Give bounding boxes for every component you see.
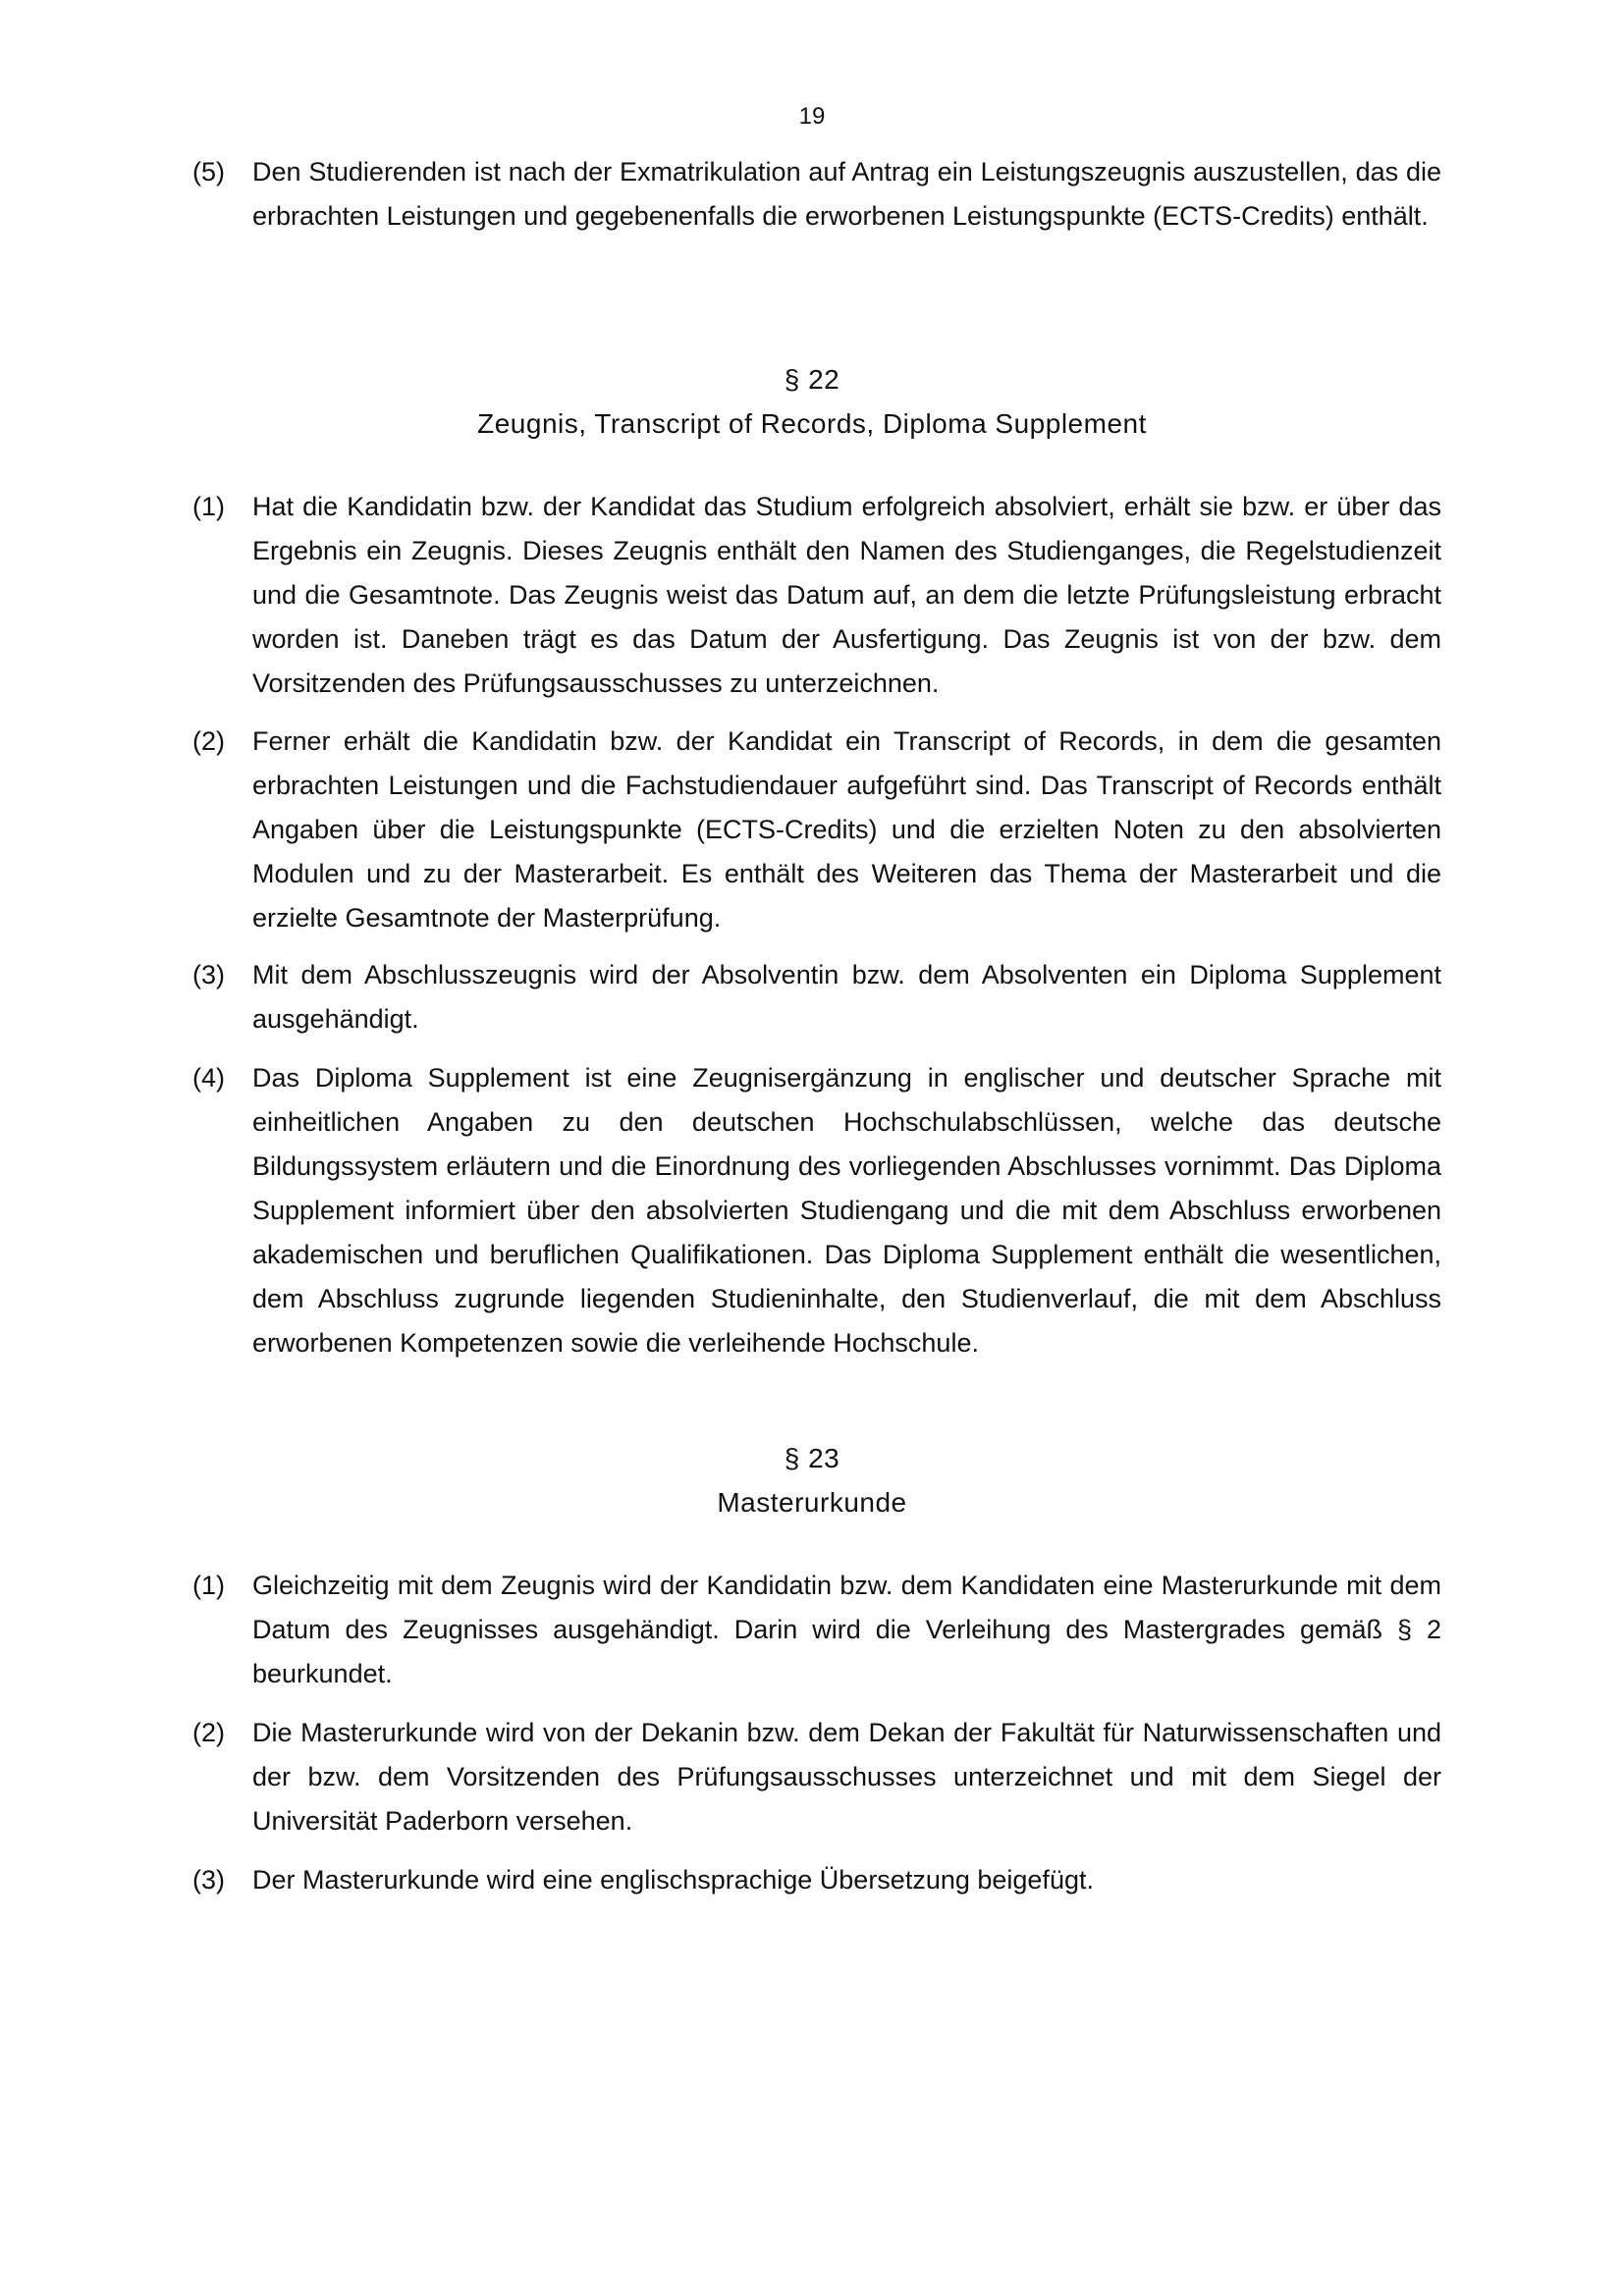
- section-22-paragraph-4: [192, 1056, 1441, 1365]
- paragraph-text: Gleichzeitig mit dem Zeugnis wird der Kandidatin bzw. dem Kandidaten eine Masterurkunde mit dem Datum des Zeugnisses ausgehändigt. Darin wird die Verleihung des Mastergrades gemäß § 2 beurkundet.: [252, 1571, 1441, 1688]
- paragraph-number: (5): [192, 157, 225, 187]
- paragraph-number: (3): [192, 960, 225, 989]
- paragraph-number: (4): [192, 1063, 225, 1093]
- section-23-symbol: § 23: [784, 1443, 840, 1473]
- page-number: 19: [798, 103, 826, 130]
- paragraph-number: (3): [192, 1865, 225, 1895]
- paragraph-text: Der Masterurkunde wird eine englischsprachige Übersetzung beigefügt.: [252, 1865, 1094, 1895]
- paragraph-text: Den Studierenden ist nach der Exmatrikulation auf Antrag ein Leistungszeugnis auszustellen, das die erbrachten Leistungen und gegebenenfalls die erworbenen Leistungspunkte (ECTS-Credits) enthält.: [252, 157, 1441, 231]
- section-22-paragraph-3: [192, 953, 1441, 1041]
- paragraph-text: Ferner erhält die Kandidatin bzw. der Kandidat ein Transcript of Records, in dem die gesamten erbrachten Leistungen und die Fachstudiendauer aufgeführt sind. Das Transcript of Records enthält Angaben über die Leistungspunkte (ECTS-Credits) und die erzielten Noten zu den absolvierten Modulen und zu der Masterarbeit. Es enthält des Weiteren das Thema der Masterarbeit und die erzielte Gesamtnote der Masterprüfung.: [252, 726, 1441, 933]
- section-22-paragraph-2: [192, 720, 1441, 940]
- paragraph-number: (2): [192, 726, 225, 756]
- paragraph-number: (2): [192, 1718, 225, 1747]
- section-23-paragraph-3: [192, 1858, 1441, 1902]
- section-22-title: Zeugnis, Transcript of Records, Diploma Supplement: [477, 408, 1147, 439]
- paragraph-text: Das Diploma Supplement ist eine Zeugnisergänzung in englischer und deutscher Sprache mit einheitlichen Angaben zu den deutschen Hochschulabschlüssen, welche das deutsche Bildungssystem erläutern und die Einordnung des vorliegenden Abschlusses vornimmt. Das Diploma Supplement informiert über den absolvierten Studiengang und die mit dem Abschluss erworbenen akademischen und beruflichen Qualifikationen. Das Diploma Supplement enthält die wesentlichen, dem Abschluss zugrunde liegenden Studieninhalte, den Studienverlauf, die mit dem Abschluss erworbenen Kompetenzen sowie die verleihende Hochschule.: [252, 1063, 1441, 1358]
- paragraph-text: Mit dem Abschlusszeugnis wird der Absolventin bzw. dem Absolventen ein Diploma Supplement ausgehändigt.: [252, 960, 1441, 1034]
- section-23-paragraph-1: [192, 1564, 1441, 1696]
- paragraph-number: (1): [192, 492, 225, 521]
- section-23-title: Masterurkunde: [717, 1487, 907, 1518]
- section-22-symbol: § 22: [784, 364, 840, 395]
- paragraph-text: Hat die Kandidatin bzw. der Kandidat das Studium erfolgreich absolviert, erhält sie bzw. er über das Ergebnis ein Zeugnis. Dieses Zeugnis enthält den Namen des Studienganges, die Regelstudienzeit und die Gesamtnote. Das Zeugnis weist das Datum auf, an dem die letzte Prüfungsleistung erbracht worden ist. Daneben trägt es das Datum der Ausfertigung. Das Zeugnis ist von der bzw. dem Vorsitzenden des Prüfungsausschusses zu unterzeichnen.: [252, 492, 1441, 698]
- paragraph-5-continued: [192, 150, 1441, 239]
- section-23-paragraph-2: [192, 1711, 1441, 1843]
- section-22-paragraph-1: [192, 485, 1441, 706]
- paragraph-number: (1): [192, 1571, 225, 1600]
- paragraph-text: Die Masterurkunde wird von der Dekanin bzw. dem Dekan der Fakultät für Naturwissenschaften und der bzw. dem Vorsitzenden des Prüfungsausschusses unterzeichnet und mit dem Siegel der Universität Paderborn versehen.: [252, 1718, 1441, 1836]
